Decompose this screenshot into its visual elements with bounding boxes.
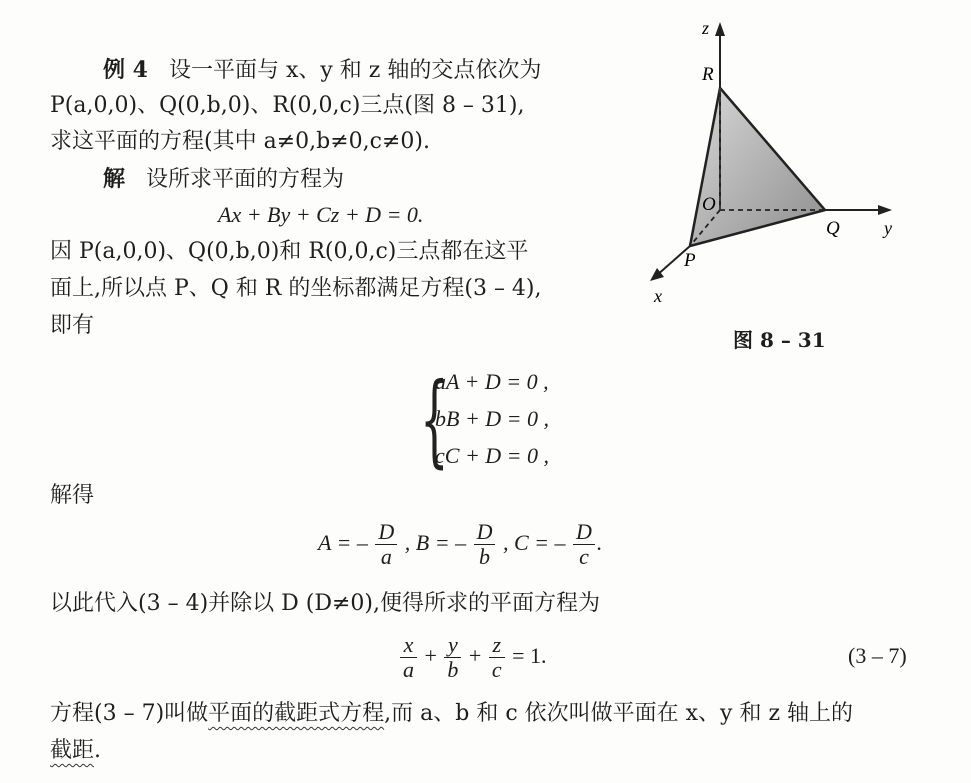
C-lhs: , C = – bbox=[502, 530, 566, 555]
B-fraction: $\frac{D}{b}$ bbox=[474, 520, 496, 569]
C-fraction: $\frac{D}{c}$ bbox=[573, 520, 595, 569]
P-label: P bbox=[684, 250, 696, 271]
plane-triangle bbox=[690, 88, 825, 246]
system-eq-1: aA + D = 0 , bbox=[435, 369, 549, 394]
A-lhs: A = – bbox=[318, 530, 368, 555]
B-lhs: , B = – bbox=[404, 530, 467, 555]
intercept-equation: $\frac{x}{a}$ + $\frac{y}{b}$ + $\frac{z}{c}$ = 1. bbox=[398, 628, 547, 684]
solution-intro: 设所求平面的方程为 bbox=[146, 167, 345, 192]
substitute-line: 以此代入(3 – 4)并除以 D (D≠0),便得所求的平面方程为 bbox=[50, 591, 601, 616]
O-label: O bbox=[702, 194, 716, 215]
y-over-b: $\frac{y}{b}$ bbox=[444, 633, 461, 682]
Q-label: Q bbox=[826, 218, 840, 239]
solved-label: 解得 bbox=[50, 483, 95, 508]
y-arrow bbox=[878, 205, 892, 215]
system-brace: { bbox=[420, 361, 449, 478]
z-over-c: $\frac{z}{c}$ bbox=[489, 633, 505, 682]
solution-label: 解 bbox=[103, 166, 126, 192]
z-arrow bbox=[715, 22, 725, 36]
y-label: y bbox=[884, 218, 892, 238]
A-fraction: $\frac{D}{a}$ bbox=[375, 520, 397, 569]
x-over-a: $\frac{x}{a}$ bbox=[400, 633, 417, 682]
example-line-1 bbox=[103, 56, 541, 85]
solutions-line: A = – $\frac{D}{a}$ , B = – $\frac{D}{b}$ , C = – $\frac{D}{c}$ . bbox=[318, 519, 603, 570]
solution-line-c: 即有 bbox=[50, 313, 95, 338]
example-text-1: 设一平面与 x、y 和 z 轴的交点依次为 bbox=[168, 58, 542, 83]
solution-line-b: 面上,所以点 P、Q 和 R 的坐标都满足方程(3 – 4), bbox=[50, 276, 542, 301]
example-line-3: 求这平面的方程(其中 a≠0,b≠0,c≠0). bbox=[50, 129, 430, 154]
x-label: x bbox=[654, 286, 662, 306]
term-intercept: 截距 bbox=[50, 738, 95, 763]
definition-line-2: 截距. bbox=[50, 738, 102, 763]
system-eq-3: cC + D = 0 , bbox=[435, 443, 550, 468]
example-line-2: P(a,0,0)、Q(0,b,0)、R(0,0,c)三点(图 8 – 31), bbox=[50, 93, 525, 118]
figure-caption: 图 8 – 31 bbox=[733, 328, 826, 352]
solution-line-a: 因 P(a,0,0)、Q(0,b,0)和 R(0,0,c)三点都在这平 bbox=[50, 239, 529, 264]
general-plane-equation: Ax + By + Cz + D = 0. bbox=[218, 202, 424, 227]
equation-number: (3 – 7) bbox=[848, 643, 907, 668]
solution-intro-line bbox=[103, 165, 344, 194]
definition-line-1: 方程(3 – 7)叫做平面的截距式方程,而 a、b 和 c 依次叫做平面在 x、y 和 z 轴上的 bbox=[50, 701, 854, 726]
figure-8-31 bbox=[640, 18, 940, 328]
term-intercept-form: 平面的截距式方程 bbox=[208, 701, 385, 726]
z-label: z bbox=[702, 18, 710, 38]
system-eq-2: bB + D = 0 , bbox=[435, 406, 550, 431]
R-label: R bbox=[702, 64, 714, 85]
example-heading: 例 4 bbox=[103, 57, 148, 83]
